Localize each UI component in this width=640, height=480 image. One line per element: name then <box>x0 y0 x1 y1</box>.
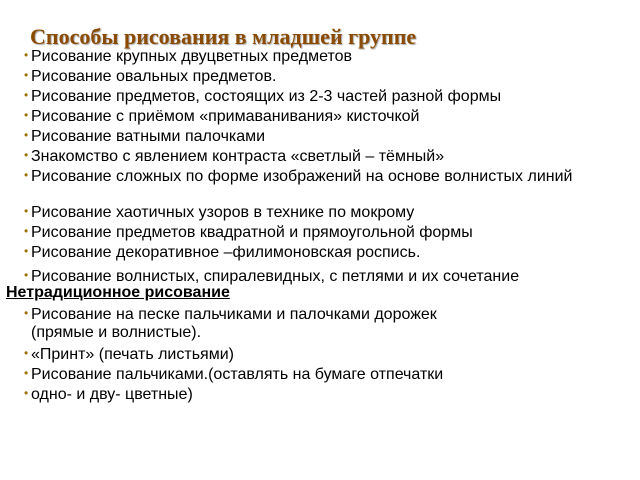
list-item <box>24 106 624 126</box>
bullet-icon: • <box>24 68 29 82</box>
bullet-icon: • <box>24 168 29 182</box>
list-item <box>24 202 624 222</box>
list-item <box>24 46 624 66</box>
list-item-text: Рисование овальных предметов. <box>31 68 277 85</box>
list-item <box>24 166 614 186</box>
bullet-icon: • <box>24 108 29 122</box>
list-item <box>24 384 624 404</box>
list-item <box>24 86 624 106</box>
list-item-text: Рисование волнистых, спиралевидных, с петлями и их сочетание <box>31 268 520 285</box>
list-item <box>24 266 624 286</box>
list-item-text: Знакомство с явлением контраста «светлый – тёмный» <box>31 148 445 165</box>
list-item <box>24 304 624 324</box>
list-item-text: Рисование предметов, состоящих из 2-3 частей разной формы <box>31 88 502 105</box>
list-item <box>24 324 624 342</box>
bullet-icon: • <box>24 88 29 102</box>
bullet-icon: • <box>24 306 29 320</box>
list-item-text: Рисование декоративное –филимоновская роспись. <box>31 244 421 261</box>
list-item-text: «Принт» (печать листьями) <box>31 346 234 363</box>
bullet-icon: • <box>24 244 29 258</box>
slide-title: Способы рисования в младшей группе <box>30 24 417 49</box>
list-item-text: Рисование с приёмом «примаванивания» кисточкой <box>31 108 420 125</box>
list-item <box>24 66 624 86</box>
list-item-text: Рисование пальчиками.(оставлять на бумаге отпечатки <box>31 366 444 383</box>
bullet-icon: • <box>24 386 29 400</box>
bullet-icon: • <box>24 48 29 62</box>
bullet-icon: • <box>24 148 29 162</box>
list-item <box>24 146 624 166</box>
bullet-icon: • <box>24 128 29 142</box>
list-item-text: Рисование предметов квадратной и прямоугольной формы <box>31 224 473 241</box>
list-item-text: Рисование на песке пальчиками и палочками дорожек <box>31 306 437 323</box>
list-item <box>24 126 624 146</box>
list-item <box>24 242 624 262</box>
bullet-icon: • <box>24 346 29 360</box>
list-item-text: Рисование сложных по форме изображений на основе волнистых линий <box>31 168 573 185</box>
bullet-icon: • <box>24 366 29 380</box>
list-item-text: Рисование ватными палочками <box>31 128 266 145</box>
bullet-icon: • <box>24 268 29 282</box>
list-item-text: Рисование хаотичных узоров в технике по мокрому <box>31 204 415 221</box>
bullet-icon: • <box>24 224 29 238</box>
list-item-text: одно- и дву- цветные) <box>31 386 193 403</box>
nontraditional-heading: Нетрадиционное рисование <box>6 284 230 301</box>
list-item <box>24 222 624 242</box>
list-item-text: Рисование крупных двуцветных предметов <box>31 48 352 65</box>
list-item <box>24 364 624 384</box>
bullet-icon: • <box>24 204 29 218</box>
list-item <box>24 344 624 364</box>
list-item-text: (прямые и волнистые). <box>31 324 202 341</box>
